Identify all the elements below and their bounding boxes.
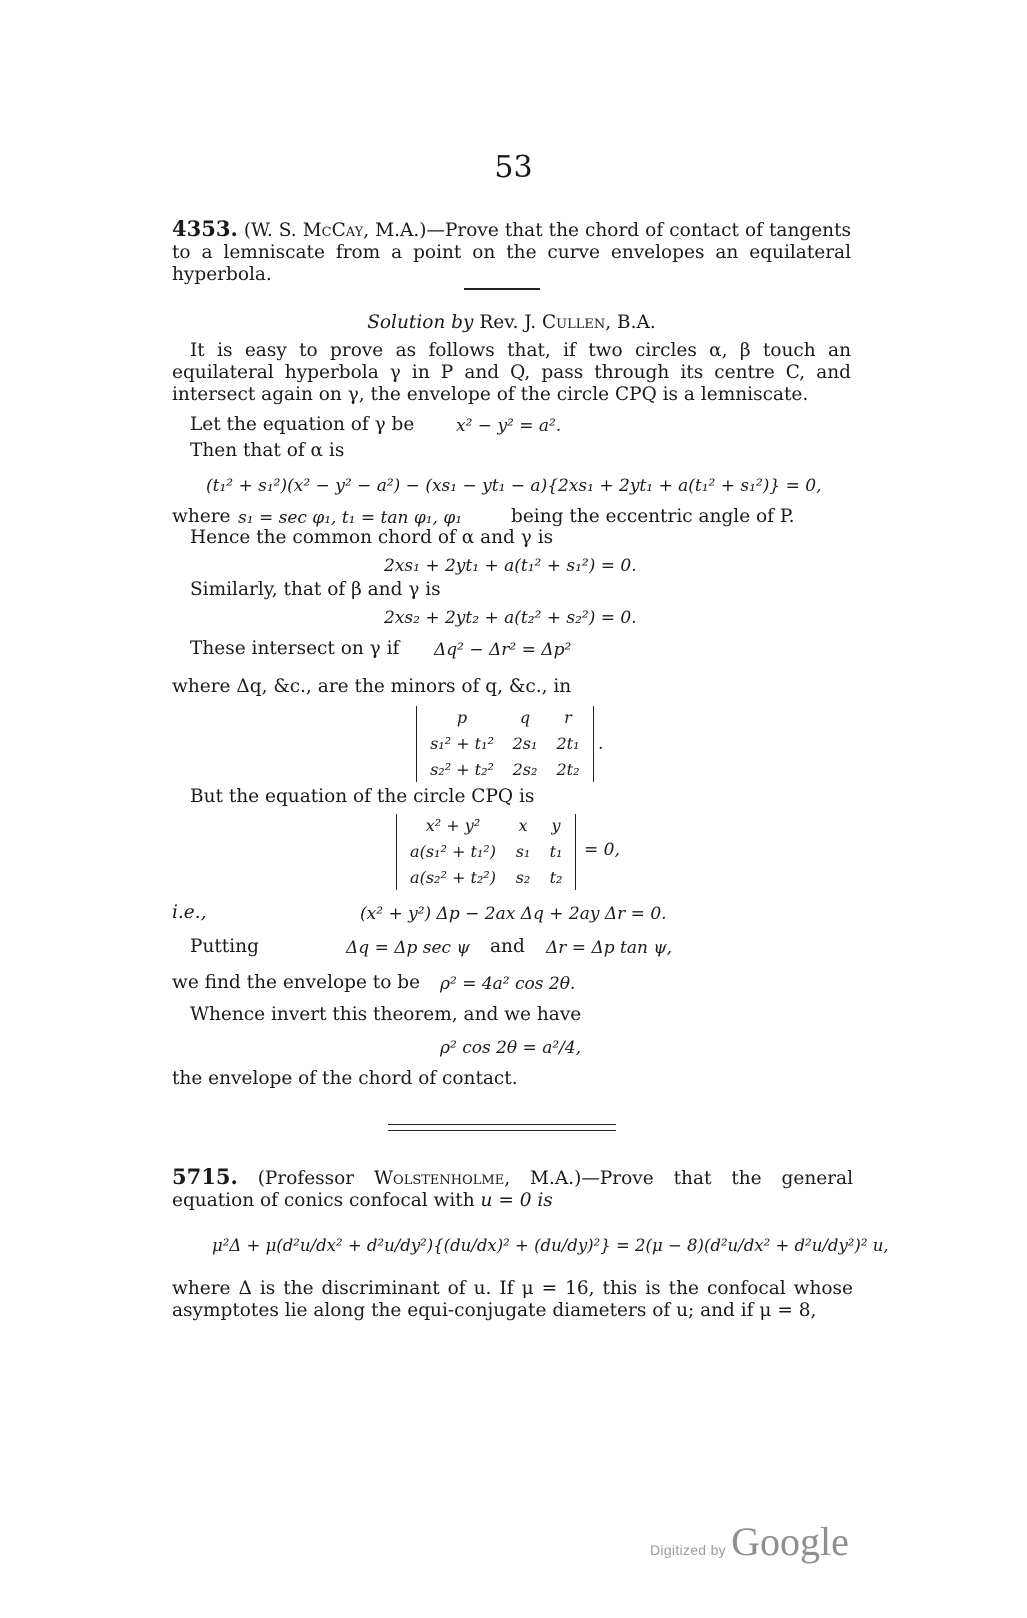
page-number: 53 <box>494 150 533 185</box>
question-4353 <box>172 218 851 286</box>
solution-author-name: Cullen <box>542 312 606 333</box>
equation-minors: Δq² − Δr² = Δp² <box>434 640 572 660</box>
let-line: Let the equation of γ be <box>190 414 415 435</box>
these-line: These intersect on γ if <box>190 638 400 659</box>
solution-heading <box>172 312 851 334</box>
putting-and: and <box>490 936 525 957</box>
det2-r2c0: a(s₂² + t₂²) <box>410 868 496 887</box>
question-number: 4353. <box>172 216 238 241</box>
where-tail: being the eccentric angle of P. <box>511 506 795 527</box>
equation-confocal: μ²Δ + μ(d²u/dx² + d²u/dy²){(du/dx)² + (du/dy)²} = 2(μ − 8)(d²u/dx² + d²u/dy²)² u, <box>212 1236 889 1255</box>
solution-author-suffix: , B.A. <box>605 312 656 333</box>
where-minors-line: where Δq, &c., are the minors of q, &c., in <box>172 676 572 697</box>
det1-r0c0: p <box>456 708 468 727</box>
question-author-open: (W. S. <box>243 220 303 241</box>
question-5715 <box>172 1166 853 1212</box>
det2-r2c2: t₂ <box>549 868 563 887</box>
question-2-author: Wolstenholme <box>374 1168 505 1189</box>
equation-chord-beta: 2xs₂ + 2yt₂ + a(t₂² + s₂²) = 0. <box>384 608 637 628</box>
where-definitions: s₁ = sec φ₁, t₁ = tan φ₁, φ₁ <box>238 508 463 528</box>
putting-equation-b: Δr = Δp tan ψ, <box>546 938 673 958</box>
equation-inverse: ρ² cos 2θ = a²/4, <box>440 1038 582 1058</box>
question-number-2: 5715. <box>172 1164 238 1189</box>
det2-r0c2: y <box>551 816 561 835</box>
equation-ie: (x² + y²) Δp − 2ax Δq + 2ay Δr = 0. <box>360 904 667 924</box>
we-find-line: we find the envelope to be <box>172 972 421 993</box>
det2-r1c1: s₁ <box>515 842 531 861</box>
question-2-text-a: —Prove that the general equation of conics confocal with <box>172 1168 853 1211</box>
det2-r2c1: s₂ <box>515 868 531 887</box>
equation-gamma: x² − y² = a². <box>456 416 562 436</box>
det1-r1c2: 2t₁ <box>556 734 580 753</box>
question-text: —Prove that the chord of contact of tangents to a lemniscate from a point on the curve envelopes an equilateral hyperbola. <box>172 220 851 285</box>
det2-r0c1: x <box>518 816 528 835</box>
det1-r1c0: s₁² + t₁² <box>430 734 494 753</box>
where-label: where <box>172 506 231 527</box>
short-divider <box>464 288 540 290</box>
equation-chord-alpha: 2xs₁ + 2yt₁ + a(t₁² + s₁²) = 0. <box>384 556 637 576</box>
whence-line: Whence invert this theorem, and we have <box>190 1004 582 1025</box>
but-line: But the equation of the circle CPQ is <box>190 786 535 807</box>
solution-author: Rev. J. <box>479 312 543 333</box>
det1-r0c2: r <box>564 708 572 727</box>
digitized-by-google-watermark <box>650 1518 849 1565</box>
det1-r0c1: q <box>519 708 531 727</box>
determinant-minors-tail: . <box>598 734 604 754</box>
envelope-line: the envelope of the chord of contact. <box>172 1068 518 1089</box>
det2-r1c0: a(s₁² + t₁²) <box>410 842 496 861</box>
google-logo: Google <box>731 1519 849 1564</box>
question-author: McCay <box>302 220 364 241</box>
det2-r0c0: x² + y² <box>425 816 481 835</box>
equation-envelope: ρ² = 4a² cos 2θ. <box>440 974 576 994</box>
solution-paragraph: It is easy to prove as follows that, if two circles α, β touch an equilateral hyperbola γ in P and Q, pass through its centre C, and intersect again on γ, the envelope of the circle CPQ is a lemniscate. <box>172 340 851 405</box>
double-divider-top <box>388 1124 616 1125</box>
det1-r2c1: 2s₂ <box>512 760 538 779</box>
question-author-rest: , M.A.) <box>363 220 427 241</box>
question-2-text-b: u = 0 is <box>480 1190 553 1211</box>
solution-prefix: Solution by <box>367 312 474 333</box>
similarly-line: Similarly, that of β and γ is <box>190 579 441 600</box>
putting-label: Putting <box>190 936 259 957</box>
digitized-label: Digitized by <box>650 1542 726 1558</box>
det1-r2c2: 2t₂ <box>556 760 580 779</box>
double-divider-bottom <box>388 1130 616 1131</box>
ie-label: i.e., <box>172 902 207 923</box>
determinant-minors <box>416 706 594 782</box>
then-line: Then that of α is <box>190 440 345 461</box>
question-2-author-open: (Professor <box>257 1168 375 1189</box>
det1-r1c1: 2s₁ <box>512 734 538 753</box>
det2-r1c2: t₁ <box>549 842 563 861</box>
equation-alpha: (t₁² + s₁²)(x² − y² − a²) − (xs₁ − yt₁ − a){2xs₁ + 2yt₁ + a(t₁² + s₁²)} = 0, <box>206 476 822 496</box>
det1-r2c0: s₂² + t₂² <box>430 760 494 779</box>
determinant-circle-tail: = 0, <box>584 840 620 860</box>
putting-equation-a: Δq = Δp sec ψ <box>346 938 470 958</box>
question-2-author-rest: , M.A.) <box>504 1168 582 1189</box>
question-2-tail: where Δ is the discriminant of u. If μ = 16, this is the confocal whose asymptotes lie along the equi-conjugate diameters of u; and if μ = 8, <box>172 1278 853 1321</box>
determinant-circle <box>396 814 576 890</box>
hence-line: Hence the common chord of α and γ is <box>190 527 554 548</box>
